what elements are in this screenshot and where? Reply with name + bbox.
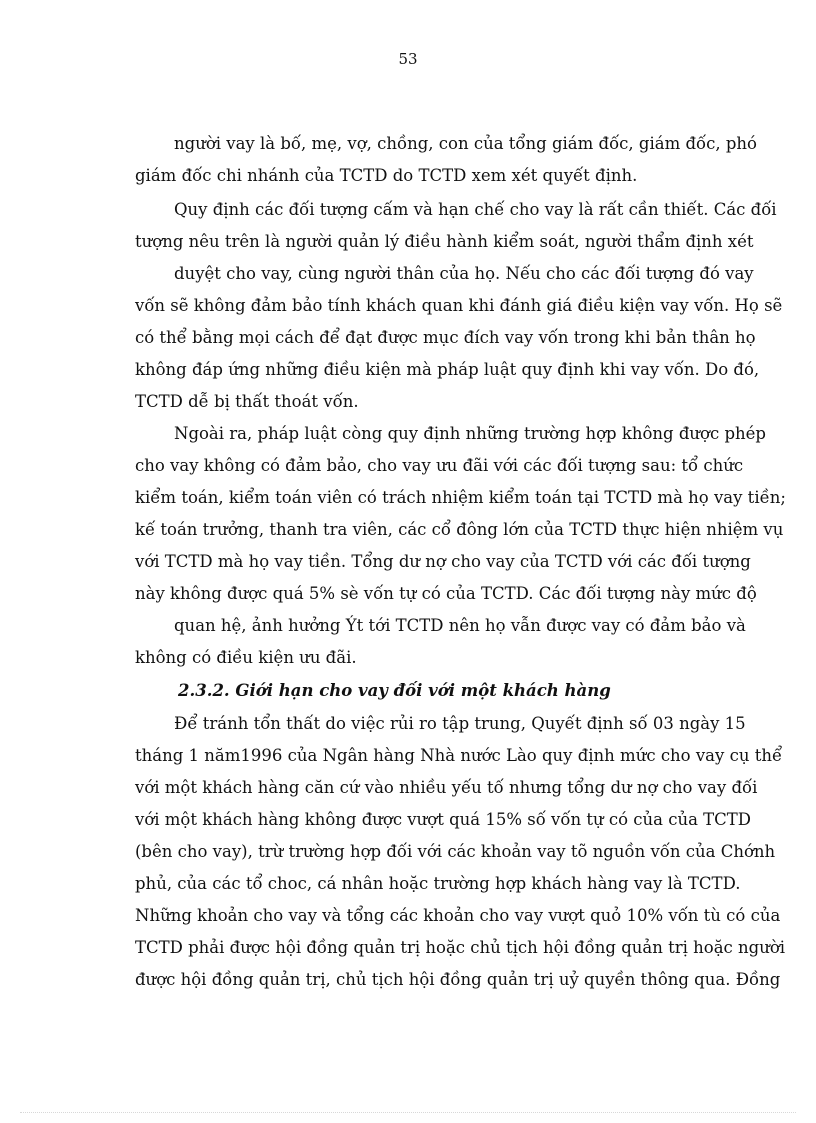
body-line: TCTD phải được hội đồng quản trị hoặc chủ tịch hội đồng quản trị hoặc người: [135, 938, 786, 957]
body-line: được hội đồng quản trị, chủ tịch hội đồng quản trị uỷ quyền thông qua. Đồng: [135, 970, 781, 989]
body-line: kiểm toán, kiểm toán viên có trách nhiệm kiểm toán tại TCTD mà họ vay tiền;: [135, 488, 786, 507]
body-line: quan hệ, ảnh hưởng Ýt tới TCTD nên họ vẫn được vay có đảm bảo và: [174, 616, 746, 635]
body-line: Quy định các đối tượng cấm và hạn chế cho vay là rất cần thiết. Các đối: [174, 200, 777, 219]
body-line: tượng nêu trên là người quản lý điều hành kiểm soát, người thẩm định xét: [135, 232, 754, 251]
bottom-divider: [20, 1112, 796, 1113]
body-line: này không được quá 5% sè vốn tự có của TCTD. Các đối tượng này mức độ: [135, 584, 757, 603]
body-line: không đáp ứng những điều kiện mà pháp luật quy định khi vay vốn. Do đó,: [135, 360, 760, 379]
body-line: có thể bằng mọi cách để đạt được mục đích vay vốn trong khi bản thân họ: [135, 328, 756, 347]
body-line: tháng 1 năm1996 của Ngân hàng Nhà nước Lào quy định mức cho vay cụ thể: [135, 746, 783, 765]
body-line: với TCTD mà họ vay tiền. Tổng dư nợ cho vay của TCTD với các đối tượng: [135, 552, 751, 571]
body-line: TCTD dễ bị thất thoát vốn.: [135, 392, 359, 411]
section-heading: 2.3.2. Giới hạn cho vay đối với một khách hàng: [178, 681, 611, 700]
body-line: người vay là bố, mẹ, vợ, chồng, con của tổng giám đốc, giám đốc, phó: [174, 134, 757, 153]
body-line: Những khoản cho vay và tổng các khoản cho vay vượt quỏ 10% vốn tù có của: [135, 906, 781, 925]
page-number: 53: [398, 50, 418, 68]
body-line: không có điều kiện ưu đãi.: [135, 648, 357, 667]
body-line: với một khách hàng không được vượt quá 15% số vốn tự có của của TCTD: [135, 810, 752, 829]
body-line: vốn sẽ không đảm bảo tính khách quan khi đánh giá điều kiện vay vốn. Họ sẽ: [135, 296, 783, 315]
body-line: Ngoài ra, pháp luật còng quy định những trường hợp không được phép: [174, 424, 766, 443]
body-line: giám đốc chi nhánh của TCTD do TCTD xem xét quyết định.: [135, 166, 638, 185]
body-line: kế toán trưởng, thanh tra viên, các cổ đông lớn của TCTD thực hiện nhiệm vụ: [135, 520, 784, 539]
body-line: Để tránh tổn thất do việc rủi ro tập trung, Quyết định số 03 ngày 15: [174, 714, 746, 733]
body-line: phủ, của các tổ choc, cá nhân hoặc trường hợp khách hàng vay là TCTD.: [135, 874, 741, 893]
body-line: với một khách hàng căn cứ vào nhiều yếu tố nhưng tổng dư nợ cho vay đối: [135, 778, 758, 797]
body-line: (bên cho vay), trừ trường hợp đối với các khoản vay tõ nguồn vốn của Chớnh: [135, 842, 776, 861]
body-line: cho vay không có đảm bảo, cho vay ưu đãi với các đối tượng sau: tổ chức: [135, 456, 744, 475]
body-line: duyệt cho vay, cùng người thân của họ. Nếu cho các đối tượng đó vay: [174, 264, 754, 283]
